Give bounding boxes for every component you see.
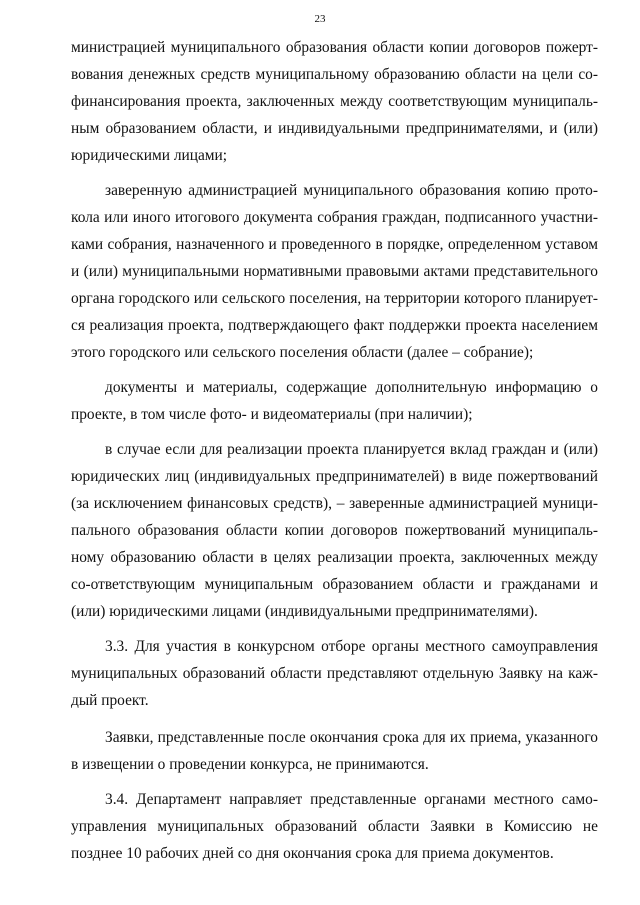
paragraph-protocol-copy: заверенную администрацией муниципального образования копию прото-кола или иного итогового документа собрания граждан, подписанного участни-ками собрания, назначенного и проведенного в порядке, определенном уставом и (или) муниципальными нормативными правовыми актами представительного органа городского или сельского поселения, на территории которого планирует-ся реализация проекта, подтверждающего факт поддержки проекта населением этого городского или сельского поселения области (далее – собрание); — [71, 182, 598, 361]
paragraph-3-3: 3.3. Для участия в конкурсном отборе органы местного самоуправления муниципальных образований области представляют отдельную Заявку на каж-дый проект. — [71, 638, 598, 709]
paragraph-continuation: министрацией муниципального образования области копии договоров пожерт-вования денежных средств муниципальному образованию области на цели со-финансирования проекта, заключенных между соответствующим муниципаль-ным образованием области, и индивидуальными предпринимателями, и (или) юридическими лицами; — [71, 39, 598, 164]
paragraph-additional-documents: документы и материалы, содержащие дополнительную информацию о проекте, в том числе фото- и видеоматериалы (при наличии); — [71, 379, 598, 423]
document-body — [71, 34, 598, 867]
page-number: 23 — [314, 13, 326, 25]
paragraph-donations: в случае если для реализации проекта планируется вклад граждан и (или) юридических лиц (индивидуальных предпринимателей) в виде пожертвований (за исключением финансовых средств), – заверенные администрацией муници-пального образования области копии договоров пожертвований муниципаль-ному образованию области в целях реализации проекта, заключенных между со-ответствующим муниципальным образованием области и гражданами и (или) юридическими лицами (индивидуальными предпринимателями). — [71, 441, 598, 620]
paragraph-3-4: 3.4. Департамент направляет представленные органами местного само-управления муниципальных образований области Заявки в Комиссию не позднее 10 рабочих дней со дня окончания срока для приема документов. — [71, 791, 598, 862]
paragraph-late-applications: Заявки, представленные после окончания срока для их приема, указанного в извещении о проведении конкурса, не принимаются. — [71, 729, 598, 773]
